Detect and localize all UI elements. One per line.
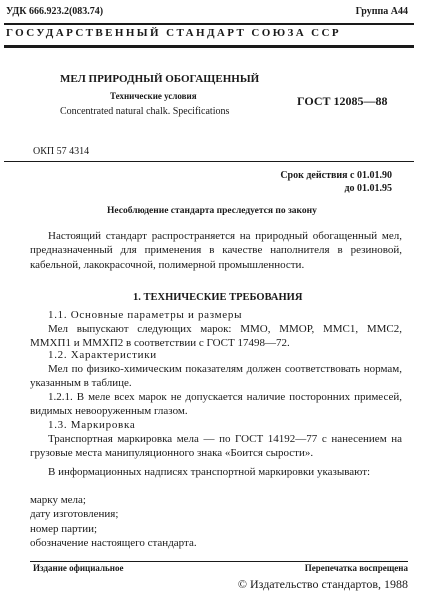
validity-to: до 01.01.95 [344,183,392,194]
list-item: марку мела; [30,494,86,506]
header-rule [4,23,414,25]
okp-code: ОКП 57 4314 [33,146,90,157]
section-heading: 1. ТЕХНИЧЕСКИЕ ТРЕБОВАНИЯ [133,292,303,303]
subsection-1-3-heading: 1.3. Маркировка [48,419,136,431]
characteristics-paragraph: Мел по физико-химическим показателям должен соответствовать нормам, указанным в таблице. [30,363,402,390]
document-title: МЕЛ ПРИРОДНЫЙ ОБОГАЩЕННЫЙ [60,73,260,85]
document-subtitle: Технические условия [110,91,197,101]
publisher-copyright: © Издательство стандартов, 1988 [237,577,408,591]
reprint-prohibited: Перепечатка воспрещена [304,563,408,573]
list-item: номер партии; [30,522,98,535]
marking-list [30,493,197,551]
subsection-1-2-heading: 1.2. Характеристики [48,349,157,361]
list-item: дату изготовления; [30,508,119,521]
impurities-paragraph: 1.2.1. В меле всех марок не допускается наличие посторонних примесей, видимых невооруженным глазом. [30,391,402,418]
intro-paragraph: Настоящий стандарт распространяется на природный обогащенный мел, предназначенный для применения в качестве наполнителя в резиновой, кабельной, лакокрасочной, полимерной промышленности. [30,230,402,271]
list-item: обозначение настоящего стандарта. [30,537,197,550]
gost-number: ГОСТ 12085—88 [297,94,388,108]
state-standard-title: ГОСУДАРСТВЕННЫЙ СТАНДАРТ СОЮЗА ССР [6,27,341,39]
header-rule-bold [4,45,414,48]
official-edition: Издание официальное [33,563,124,573]
english-title: Concentrated natural chalk. Specifications [60,106,230,117]
validity-from: Срок действия с 01.01.90 [280,170,392,181]
marking-info-paragraph: В информационных надписях транспортной маркировки указывают: [48,466,371,478]
law-notice: Несоблюдение стандарта преследуется по закону [107,206,317,216]
subsection-1-1-heading: 1.1. Основные параметры и размеры [48,309,243,321]
footer-rule [30,561,408,562]
udk-code: УДК 666.923.2(083.74) [6,6,104,17]
group-code: Группа А44 [355,6,408,17]
marking-paragraph: Транспортная маркировка мела — по ГОСТ 14192—77 с нанесением на грузовые места манипуляционного знака «Боится сырости». [30,433,402,460]
grades-paragraph: Мел выпускают следующих марок: ММО, ММОР, ММС1, ММС2, ММХП1 и ММХП2 в соответствии с ГОСТ 17498—72. [30,323,402,350]
okp-rule [4,161,414,162]
